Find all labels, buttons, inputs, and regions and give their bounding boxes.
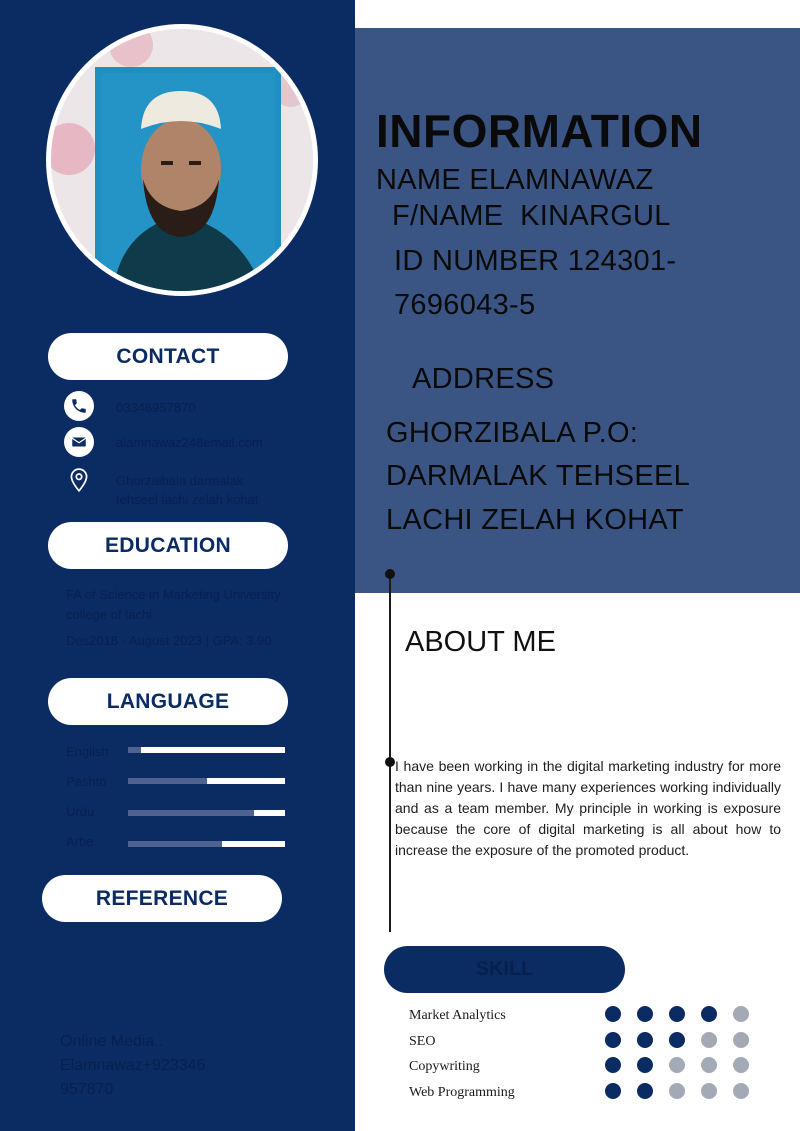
skill-rating-dot: [637, 1057, 653, 1073]
info-name: NAME ELAMNAWAZ: [376, 164, 654, 196]
reference-details: [60, 1030, 240, 1102]
skill-name: Copywriting: [409, 1059, 480, 1074]
reference-line-2: Elamnawaz+923346: [60, 1057, 206, 1074]
skill-row: [409, 1006, 769, 1028]
contact-address-line-1: Ghorzaibala darmalak: [116, 473, 244, 488]
skill-name: SEO: [409, 1034, 436, 1049]
profile-photo: [51, 29, 313, 291]
skill-name: Web Programming: [409, 1085, 515, 1100]
skill-heading: [384, 946, 625, 993]
skill-name: Market Analytics: [409, 1008, 506, 1023]
skill-row: [409, 1032, 769, 1054]
info-id-line-2: 7696043-5: [394, 289, 536, 321]
info-address-line-3: LACHI ZELAH KOHAT: [386, 504, 684, 536]
education-heading-label: EDUCATION: [105, 533, 231, 557]
information-title: INFORMATION: [376, 105, 703, 157]
education-line-1: FA of Science in Marketing University: [66, 587, 281, 602]
skill-rating-dot: [637, 1006, 653, 1022]
skill-rating-dot: [733, 1083, 749, 1099]
skill-rating-dot: [605, 1032, 621, 1048]
skill-rating-dot: [637, 1083, 653, 1099]
language-heading: [48, 678, 288, 725]
reference-heading-label: REFERENCE: [95, 886, 229, 910]
language-heading-label: LANGUAGE: [106, 689, 230, 713]
contact-heading: [48, 333, 288, 380]
language-bar: [128, 810, 285, 816]
contact-phone: 03346957870: [116, 400, 196, 415]
info-id-line-1: ID NUMBER 124301-: [394, 245, 677, 277]
reference-line-3: 957870: [60, 1081, 114, 1098]
reference-heading: [42, 875, 282, 922]
timeline-dot: [385, 569, 395, 579]
skill-rating-dot: [701, 1032, 717, 1048]
email-icon: [64, 427, 94, 457]
skill-rating-dot: [605, 1083, 621, 1099]
language-bar-fill: [141, 747, 285, 753]
contact-phone-row: [64, 391, 94, 421]
about-me-title: ABOUT ME: [405, 626, 556, 658]
timeline-line: [389, 575, 391, 932]
skill-rating-dot: [669, 1057, 685, 1073]
education-heading: [48, 522, 288, 569]
skill-rating-dot: [669, 1032, 685, 1048]
language-bar: [128, 747, 285, 753]
skill-rating-dot: [701, 1083, 717, 1099]
about-me-text: I have been working in the digital marketing industry for more than nine years. I have many experiences working individually and as a team member. My principle in working is exposure because the core of digital marketing is all about how to increase the exposure of the promoted product.: [395, 758, 781, 858]
skill-rating: [605, 1057, 749, 1073]
skill-row: [409, 1083, 769, 1105]
language-label: Pashto: [66, 774, 107, 789]
info-address-label: ADDRESS: [412, 363, 555, 395]
skill-rating-dot: [733, 1006, 749, 1022]
skill-rating-dot: [669, 1006, 685, 1022]
skill-rating: [605, 1032, 749, 1048]
skill-rating-dot: [669, 1083, 685, 1099]
skill-rating: [605, 1006, 749, 1022]
skill-rating: [605, 1083, 749, 1099]
contact-address: [116, 471, 258, 509]
skill-rating-dot: [733, 1057, 749, 1073]
info-address-line-1: GHORZIBALA P.O:: [386, 417, 639, 449]
education-line-2: college of lachi: [66, 607, 152, 622]
contact-heading-label: CONTACT: [116, 344, 220, 368]
location-pin-icon: [66, 467, 92, 498]
language-label: English: [66, 744, 109, 759]
profile-photo-illustration: [51, 29, 313, 291]
language-bar-fill: [222, 841, 285, 847]
info-father-name: F/NAME KINARGUL: [392, 200, 671, 232]
language-bar-fill: [207, 778, 286, 784]
language-bar-fill: [254, 810, 285, 816]
contact-address-row: [66, 467, 92, 498]
skill-row: [409, 1057, 769, 1079]
skill-rating-dot: [701, 1006, 717, 1022]
skill-rating-dot: [701, 1057, 717, 1073]
language-bar: [128, 841, 285, 847]
skill-rating-dot: [733, 1032, 749, 1048]
contact-email-row: [64, 427, 94, 457]
reference-line-1: Online Media..: [60, 1033, 164, 1050]
skill-rating-dot: [605, 1006, 621, 1022]
info-address-line-2: DARMALAK TEHSEEL: [386, 460, 691, 492]
language-label: Urdu: [66, 804, 95, 819]
phone-icon: [64, 391, 94, 421]
contact-address-line-2: tehseel lachi zelah kohat: [116, 492, 259, 507]
skill-heading-label: SKILL: [475, 958, 534, 980]
contact-email: alamnawaz248email.com: [116, 435, 263, 450]
education-details: [66, 585, 306, 651]
skill-rating-dot: [637, 1032, 653, 1048]
language-label: Arbe: [66, 834, 94, 849]
timeline-dot: [385, 757, 395, 767]
education-dates: Des2018 - August 2023 | GPA: 3.90: [66, 633, 272, 648]
skill-rating-dot: [605, 1057, 621, 1073]
language-bar: [128, 778, 285, 784]
